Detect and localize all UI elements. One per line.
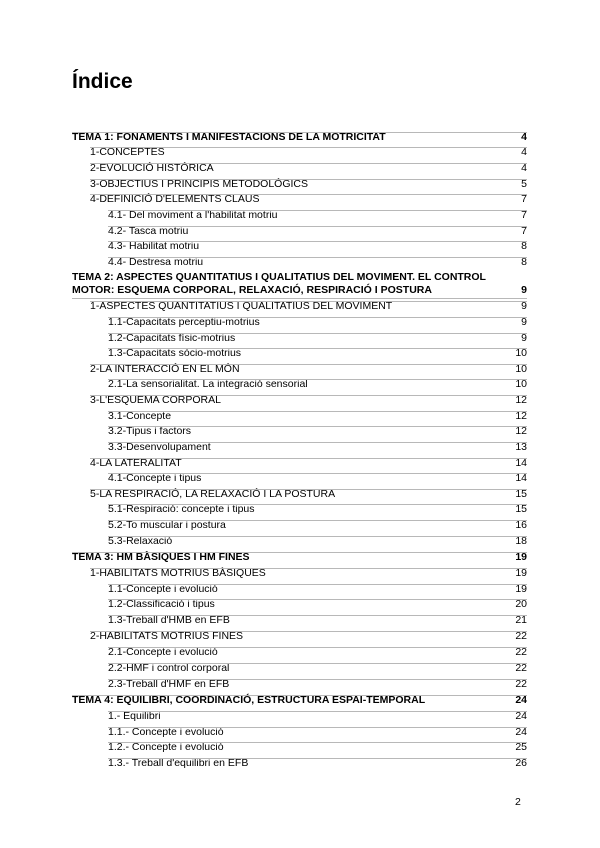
toc-entry-page: 14 — [515, 472, 527, 484]
toc-entry-page: 22 — [515, 646, 527, 658]
toc-entry-label: 1.- Equilibri — [108, 710, 161, 722]
toc-entry-page: 22 — [515, 678, 527, 690]
toc-entry-label: 3-OBJECTIUS I PRINCIPIS METODOLÓGICS — [90, 178, 309, 190]
toc-entry-label: 2-HABILITATS MOTRIUS FINES — [90, 630, 244, 642]
toc-entry-label: 1.3-Capacitats sòcio-motrius — [108, 347, 242, 359]
toc-entry-page: 8 — [521, 256, 527, 268]
toc-entry-page: 19 — [515, 551, 527, 563]
toc-entry-page: 24 — [515, 710, 527, 722]
toc-entry-label: 1.1.- Concepte i evolució — [108, 726, 224, 738]
toc-entry-label: 4.1- Del moviment a l'habilitat motriu — [108, 209, 278, 221]
toc-entry-label: 3.1-Concepte — [108, 410, 172, 422]
toc-entry-page: 14 — [515, 457, 527, 469]
toc-entry-page: 8 — [521, 240, 527, 252]
toc-entry-page: 9 — [521, 284, 527, 296]
toc-entry-label: 2.2-HMF i control corporal — [108, 662, 230, 674]
toc-entry-page: 16 — [515, 519, 527, 531]
toc-entry-label: TEMA 4: EQUILIBRI, COORDINACIÓ, ESTRUCTURA ESPAI-TEMPORAL — [72, 694, 426, 706]
toc-entry-label: 2.3-Treball d'HMF en EFB — [108, 678, 230, 690]
toc-entry-page: 7 — [521, 225, 527, 237]
toc-entry-page: 20 — [515, 598, 527, 610]
toc-entry-label: 1.2.- Concepte i evolució — [108, 741, 224, 753]
toc-entry-page: 12 — [515, 394, 527, 406]
toc-entry-label: 4.3- Habilitat motriu — [108, 240, 200, 252]
toc-entry-label: 4.4- Destresa motriu — [108, 256, 204, 268]
page-number: 2 — [515, 796, 521, 808]
toc-entry-label: 2.1-La sensorialitat. La integració sensorial — [108, 378, 308, 390]
toc-entry-page: 25 — [515, 741, 527, 753]
toc-entry-page: 4 — [521, 146, 527, 158]
toc-entry-page: 10 — [515, 347, 527, 359]
toc-entry-label: 1.2-Capacitats físic-motrius — [108, 332, 236, 344]
toc-entry-page: 10 — [515, 363, 527, 375]
toc-entry-label: 1.3-Treball d'HMB en EFB — [108, 614, 230, 626]
toc-entry-page: 9 — [521, 332, 527, 344]
toc-entry-label: 5-LA RESPIRACIÓ, LA RELAXACIÓ I LA POSTURA — [90, 488, 336, 500]
toc-entry-label: 1-CONCEPTES — [90, 146, 165, 158]
toc-entry-page: 10 — [515, 378, 527, 390]
toc-entry-label: 3.2-Tipus i factors — [108, 425, 192, 437]
toc-entry-label: 1.2-Classificació i tipus — [108, 598, 215, 610]
toc-entry-label: 1.3.- Treball d'equilibri en EFB — [108, 757, 249, 769]
toc-entry-page: 9 — [521, 316, 527, 328]
toc-entry-label: 4-LA LATERALITAT — [90, 457, 182, 469]
toc-entry-page: 4 — [521, 131, 527, 143]
toc-entry-page: 26 — [515, 757, 527, 769]
toc-entry[interactable] — [72, 271, 527, 297]
toc-entry-page: 5 — [521, 178, 527, 190]
toc-entry-page: 7 — [521, 193, 527, 205]
toc-entry-label: 5.2-To muscular i postura — [108, 519, 226, 531]
toc-entry-label: 2-LA INTERACCIÓ EN EL MÓN — [90, 363, 240, 375]
toc-entry-label: 3-L'ESQUEMA CORPORAL — [90, 394, 221, 406]
toc-entry-label: 1.1-Concepte i evolució — [108, 583, 218, 595]
toc-entry-page: 22 — [515, 630, 527, 642]
toc-entry-page: 19 — [515, 567, 527, 579]
toc-entry-label: 4.2- Tasca motriu — [108, 225, 189, 237]
toc-entry-page: 24 — [515, 726, 527, 738]
toc-entry-label: 2.1-Concepte i evolució — [108, 646, 218, 658]
toc-entry-page: 21 — [515, 614, 527, 626]
toc-entry-page: 13 — [515, 441, 527, 453]
toc-entry-page: 4 — [521, 162, 527, 174]
toc-entry-page: 18 — [515, 535, 527, 547]
toc-entry-label: 1.1-Capacitats perceptiu-motrius — [108, 316, 260, 328]
toc-entry-label: 4-DEFINICIÓ D'ELEMENTS CLAUS — [90, 193, 260, 205]
toc-entry-page: 22 — [515, 662, 527, 674]
toc-entry-label: 3.3-Desenvolupament — [108, 441, 211, 453]
toc-entry-page: 12 — [515, 425, 527, 437]
toc-entry-page: 7 — [521, 209, 527, 221]
toc-entry-page: 9 — [521, 300, 527, 312]
toc-entry-label: TEMA 1: FONAMENTS I MANIFESTACIONS DE LA MOTRICITAT — [72, 131, 386, 143]
toc-entry-page: 19 — [515, 583, 527, 595]
toc-entry-page: 15 — [515, 503, 527, 515]
toc-entry-label: TEMA 2: ASPECTES QUANTITATIUS I QUALITATIUS DEL MOVIMENT. EL CONTROL MOTOR: ESQUEMA CORPORAL, RELAXACIÓ, RESPIRACIÓ I POSTURA — [72, 271, 486, 296]
toc-entry-page: 24 — [515, 694, 527, 706]
toc-entry-label: 4.1-Concepte i tipus — [108, 472, 202, 484]
toc-entry-label: 2-EVOLUCIÓ HISTÓRICA — [90, 162, 214, 174]
toc-entry-label: TEMA 3: HM BÀSIQUES I HM FINES — [72, 551, 250, 563]
toc-entry-label: 5.1-Respiració: concepte i tipus — [108, 503, 255, 515]
toc-entry-label: 1-ASPECTES QUANTITATIUS I QUALITATIUS DEL MOVIMENT — [90, 300, 393, 312]
toc-entry-label: 1-HABILITATS MOTRIUS BÀSIQUES — [90, 567, 266, 579]
toc-entry-page: 15 — [515, 488, 527, 500]
toc-entry-label: 5.3-Relaxació — [108, 535, 173, 547]
page-title: Índice — [72, 70, 133, 93]
toc-entry-page: 12 — [515, 410, 527, 422]
